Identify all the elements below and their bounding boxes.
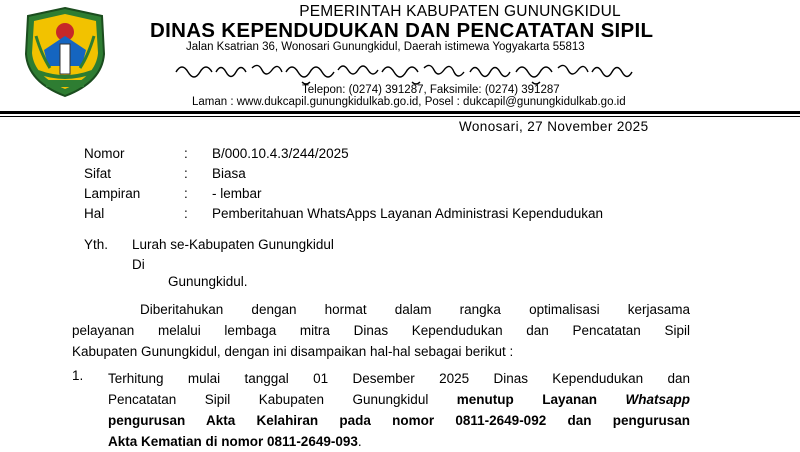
letterhead-address: Jalan Ksatrian 36, Wonosari Gunungkidul, Daerah istimewa Yogyakarta 55813: [186, 41, 585, 53]
meta-colon: :: [184, 146, 188, 161]
meta-value-hal: Pemberitahuan WhatsApps Layanan Administrasi Kependudukan: [212, 206, 603, 221]
meta-label-nomor: Nomor: [84, 146, 125, 161]
letterhead-office-name: DINAS KEPENDUDUKAN DAN PENCATATAN SIPIL: [150, 19, 654, 42]
letterhead-divider-thin: [0, 116, 800, 117]
letterhead-government-name: PEMERINTAH KABUPATEN GUNUNGKIDUL: [299, 3, 621, 20]
letter-date: Wonosari, 27 November 2025: [459, 119, 649, 134]
list-item-line2-plain: Pencatatan Sipil Kabupaten Gunungkidul: [108, 392, 457, 407]
list-item-line4-bold: Akta Kematian di nomor 0811-2649-093: [108, 434, 358, 449]
meta-colon: :: [184, 166, 188, 181]
meta-colon: :: [184, 206, 188, 221]
list-item-whatsapp: Whatsapp: [625, 392, 691, 407]
list-item-number: 1.: [72, 368, 84, 383]
letterhead-phone: Telepon: (0274) 391287, Faksimile: (0274) 391287: [302, 84, 560, 96]
meta-value-lampiran: - lembar: [212, 186, 262, 201]
letterhead-website-email: Laman : www.dukcapil.gunungkidulkab.go.id, Posel : dukcapil@gunungkidulkab.go.id: [192, 96, 626, 108]
opening-paragraph-line2: pelayanan melalui lembaga mitra Dinas Kependudukan dan Pencatatan Sipil: [72, 323, 690, 338]
list-item-line4: [108, 431, 690, 452]
recipient-name: Lurah se-Kabupaten Gunungkidul: [132, 237, 334, 252]
meta-value-nomor: B/000.10.4.3/244/2025: [212, 146, 349, 161]
opening-paragraph-line3: Kabupaten Gunungkidul, dengan ini disampaikan hal-hal sebagai berikut :: [72, 344, 514, 359]
recipient-di: Di: [132, 257, 145, 272]
recipient-salutation: Yth.: [84, 237, 109, 252]
meta-colon: :: [184, 186, 188, 201]
recipient-place: Gunungkidul.: [168, 274, 248, 289]
meta-label-lampiran: Lampiran: [84, 186, 141, 201]
meta-label-sifat: Sifat: [84, 166, 112, 181]
list-item-line1: Terhitung mulai tanggal 01 Desember 2025 Dinas Kependudukan dan: [108, 371, 690, 386]
meta-label-hal: Hal: [84, 206, 105, 221]
list-item-line4-period: .: [357, 434, 362, 449]
list-item-line3: [108, 410, 690, 431]
list-item-line2: [108, 389, 690, 410]
list-item-line3-bold: pengurusan Akta Kelahiran pada nomor 0811-2649-092 dan pengurusan: [108, 413, 690, 428]
opening-paragraph-line1: Diberitahukan dengan hormat dalam rangka optimalisasi kerjasama: [140, 302, 690, 317]
letterhead-divider-thick: [0, 111, 800, 114]
meta-value-sifat: Biasa: [212, 166, 246, 181]
list-item-line2-bold: menutup Layanan: [456, 392, 626, 407]
